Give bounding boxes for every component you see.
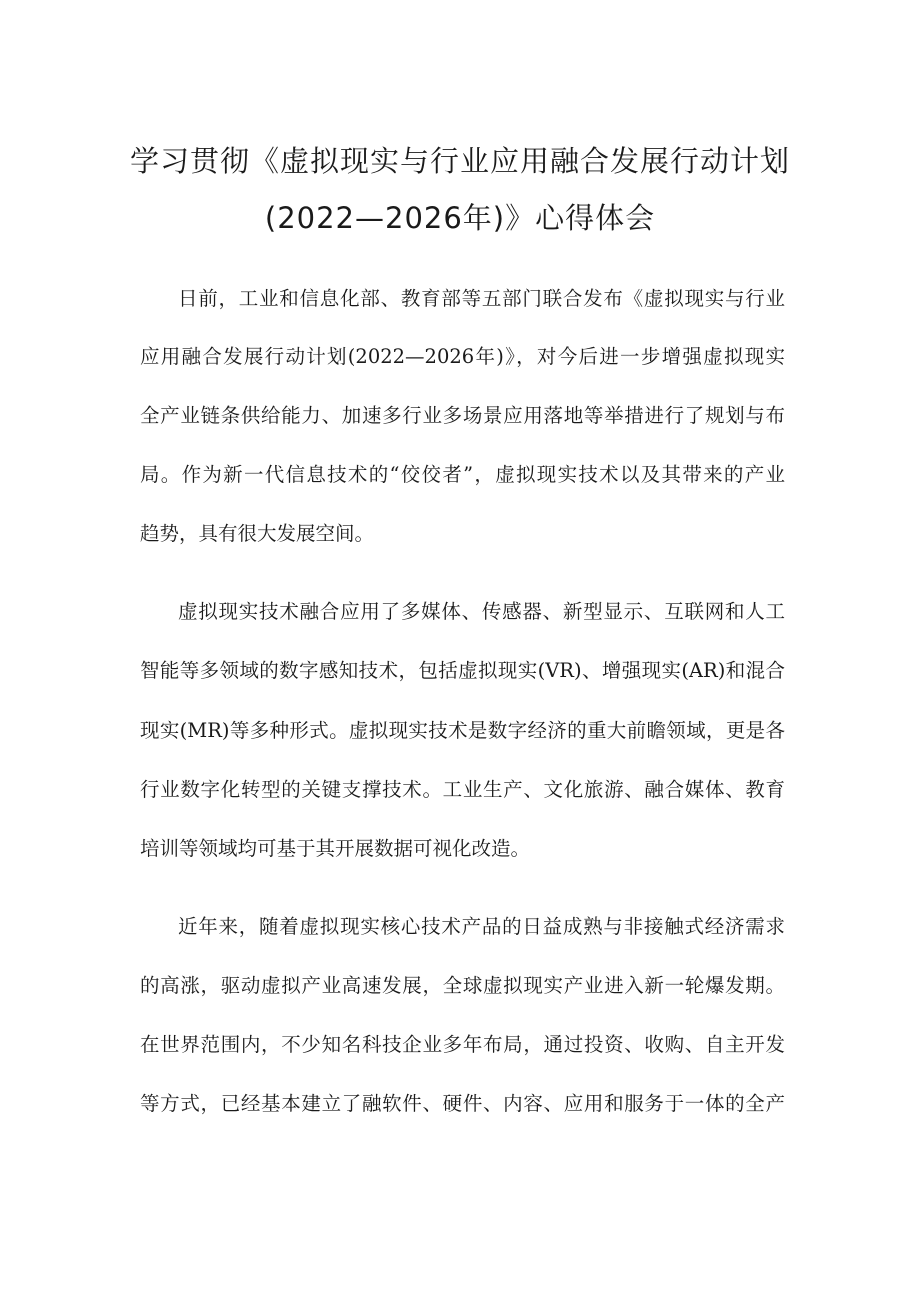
paragraph-line: 的高涨，驱动虚拟产业高速发展，全球虚拟现实产业进入新一轮爆发期。 xyxy=(140,974,785,997)
paragraph-line: 行业数字化转型的关键支撑技术。工业生产、文化旅游、融合媒体、教育 xyxy=(140,778,785,801)
paragraph-line: 全产业链条供给能力、加速多行业多场景应用落地等举措进行了规划与布 xyxy=(140,404,785,427)
paragraph-line: 近年来，随着虚拟现实核心技术产品的日益成熟与非接触式经济需求 xyxy=(178,915,785,938)
paragraph-line: 应用融合发展行动计划(2022—2026年)》，对今后进一步增强虚拟现实 xyxy=(140,345,785,368)
document-title-line-2: (2022—2026年)》心得体会 xyxy=(264,201,656,235)
paragraph-line: 等方式，已经基本建立了融软件、硬件、内容、应用和服务于一体的全产 xyxy=(140,1092,785,1115)
document-title-line-1: 学习贯彻《虚拟现实与行业应用融合发展行动计划 xyxy=(129,144,790,178)
paragraph-line: 在世界范围内，不少知名科技企业多年布局，通过投资、收购、自主开发 xyxy=(140,1033,785,1056)
paragraph-line: 日前，工业和信息化部、教育部等五部门联合发布《虚拟现实与行业 xyxy=(178,287,785,310)
paragraph-line: 趋势，具有很大发展空间。 xyxy=(140,522,375,545)
paragraph-line: 虚拟现实技术融合应用了多媒体、传感器、新型显示、互联网和人工 xyxy=(178,600,785,623)
paragraph-line: 局。作为新一代信息技术的“佼佼者”，虚拟现实技术以及其带来的产业 xyxy=(140,463,785,486)
paragraph-line: 培训等领域均可基于其开展数据可视化改造。 xyxy=(140,837,531,860)
paragraph-line: 现实(MR)等多种形式。虚拟现实技术是数字经济的重大前瞻领域，更是各 xyxy=(140,719,785,742)
paragraph-line: 智能等多领域的数字感知技术，包括虚拟现实(VR)、增强现实(AR)和混合 xyxy=(140,659,785,682)
